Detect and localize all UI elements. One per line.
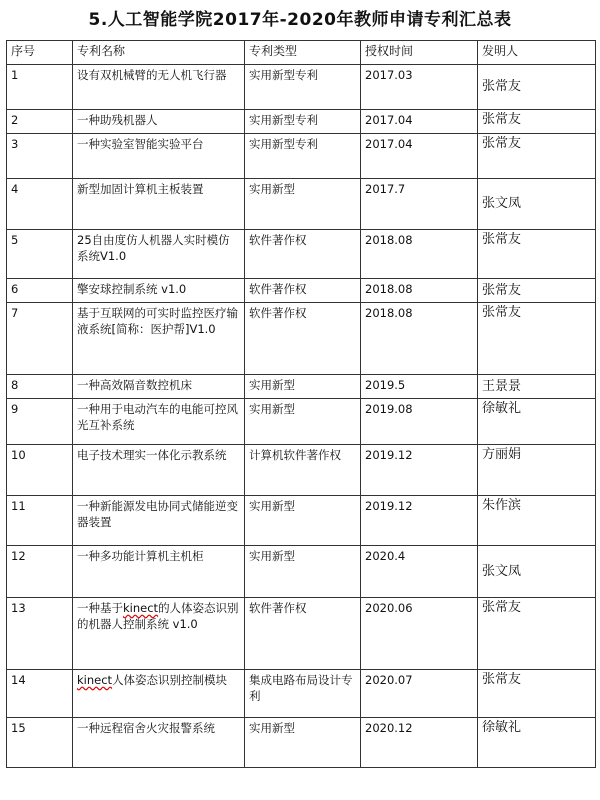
patent-type: 软件著作权 (245, 598, 361, 670)
patent-type: 软件著作权 (245, 279, 361, 303)
patent-name: 一种远程宿舍火灾报警系统 (73, 718, 245, 768)
patent-type: 实用新型 (245, 546, 361, 598)
table-row (7, 110, 596, 134)
column-header-inventor: 发明人 (478, 41, 596, 65)
table-row (7, 279, 596, 303)
table-row (7, 598, 596, 670)
grant-date: 2018.08 (361, 303, 478, 375)
patent-name: 一种用于电动汽车的电能可控风光互补系统 (73, 399, 245, 445)
patent-name: 基于互联网的可实时监控医疗输液系统[简称：医护帮]V1.0 (73, 303, 245, 375)
patent-table (6, 40, 596, 768)
grant-date: 2019.5 (361, 375, 478, 399)
patent-name: 一种高效隔音数控机床 (73, 375, 245, 399)
row-no: 1 (7, 65, 73, 110)
patent-name: 一种新能源发电协同式储能逆变器装置 (73, 496, 245, 546)
patent-name: 设有双机械臂的无人机飞行器 (73, 65, 245, 110)
inventor: 张文凤 (478, 546, 596, 598)
grant-date: 2017.04 (361, 134, 478, 179)
patent-name: 新型加固计算机主板装置 (73, 179, 245, 230)
table-row (7, 546, 596, 598)
column-header-no: 序号 (7, 41, 73, 65)
patent-name: 25自由度仿人机器人实时模仿系统V1.0 (73, 230, 245, 279)
kinect-term: kinect (77, 673, 113, 687)
inventor: 张文凤 (478, 179, 596, 230)
patent-type: 实用新型 (245, 375, 361, 399)
table-row (7, 65, 596, 110)
row-no: 7 (7, 303, 73, 375)
row-no: 11 (7, 496, 73, 546)
table-row (7, 375, 596, 399)
grant-date: 2017.03 (361, 65, 478, 110)
inventor: 徐敏礼 (478, 399, 596, 445)
column-header-name: 专利名称 (73, 41, 245, 65)
patent-name: 擎安球控制系统 v1.0 (73, 279, 245, 303)
row-no: 2 (7, 110, 73, 134)
grant-date: 2020.07 (361, 670, 478, 718)
grant-date: 2017.04 (361, 110, 478, 134)
patent-type: 实用新型 (245, 496, 361, 546)
row-no: 10 (7, 445, 73, 496)
inventor: 徐敏礼 (478, 718, 596, 768)
grant-date: 2020.06 (361, 598, 478, 670)
patent-name: 一种助残机器人 (73, 110, 245, 134)
inventor: 张常友 (478, 670, 596, 718)
row-no: 4 (7, 179, 73, 230)
table-row (7, 670, 596, 718)
table-row (7, 179, 596, 230)
row-no: 8 (7, 375, 73, 399)
grant-date: 2018.08 (361, 230, 478, 279)
inventor: 张常友 (478, 110, 596, 134)
patent-name: 电子技术理实一体化示教系统 (73, 445, 245, 496)
patent-name: 一种多功能计算机主机柜 (73, 546, 245, 598)
patent-type: 软件著作权 (245, 230, 361, 279)
table-header-row (7, 41, 596, 65)
table-row (7, 399, 596, 445)
patent-type: 集成电路布局设计专利 (245, 670, 361, 718)
row-no: 5 (7, 230, 73, 279)
row-no: 6 (7, 279, 73, 303)
inventor: 张常友 (478, 65, 596, 110)
patent-type: 实用新型 (245, 399, 361, 445)
table-row (7, 445, 596, 496)
table-row (7, 303, 596, 375)
table-row (7, 718, 596, 768)
patent-type: 实用新型专利 (245, 110, 361, 134)
grant-date: 2018.08 (361, 279, 478, 303)
inventor: 王景景 (478, 375, 596, 399)
table-row (7, 230, 596, 279)
column-header-date: 授权时间 (361, 41, 478, 65)
column-header-type: 专利类型 (245, 41, 361, 65)
inventor: 朱作滨 (478, 496, 596, 546)
row-no: 12 (7, 546, 73, 598)
patent-name: kinect人体姿态识别控制模块 (73, 670, 245, 718)
patent-type: 计算机软件著作权 (245, 445, 361, 496)
grant-date: 2017.7 (361, 179, 478, 230)
grant-date: 2019.12 (361, 496, 478, 546)
document-title: 5.人工智能学院2017年-2020年教师申请专利汇总表 (88, 10, 512, 30)
grant-date: 2020.4 (361, 546, 478, 598)
patent-type: 实用新型 (245, 718, 361, 768)
row-no: 9 (7, 399, 73, 445)
patent-name: 一种基于kinect的人体姿态识别的机器人控制系统 v1.0 (73, 598, 245, 670)
row-no: 13 (7, 598, 73, 670)
inventor: 张常友 (478, 598, 596, 670)
grant-date: 2019.08 (361, 399, 478, 445)
table-row (7, 496, 596, 546)
inventor: 张常友 (478, 303, 596, 375)
patent-type: 软件著作权 (245, 303, 361, 375)
patent-name: 一种实验室智能实验平台 (73, 134, 245, 179)
inventor: 张常友 (478, 230, 596, 279)
patent-type: 实用新型专利 (245, 134, 361, 179)
inventor: 张常友 (478, 279, 596, 303)
inventor: 张常友 (478, 134, 596, 179)
patent-type: 实用新型专利 (245, 65, 361, 110)
row-no: 15 (7, 718, 73, 768)
kinect-term: kinect (123, 601, 159, 615)
table-row (7, 134, 596, 179)
row-no: 3 (7, 134, 73, 179)
grant-date: 2019.12 (361, 445, 478, 496)
grant-date: 2020.12 (361, 718, 478, 768)
patent-type: 实用新型 (245, 179, 361, 230)
row-no: 14 (7, 670, 73, 718)
inventor: 方丽娟 (478, 445, 596, 496)
